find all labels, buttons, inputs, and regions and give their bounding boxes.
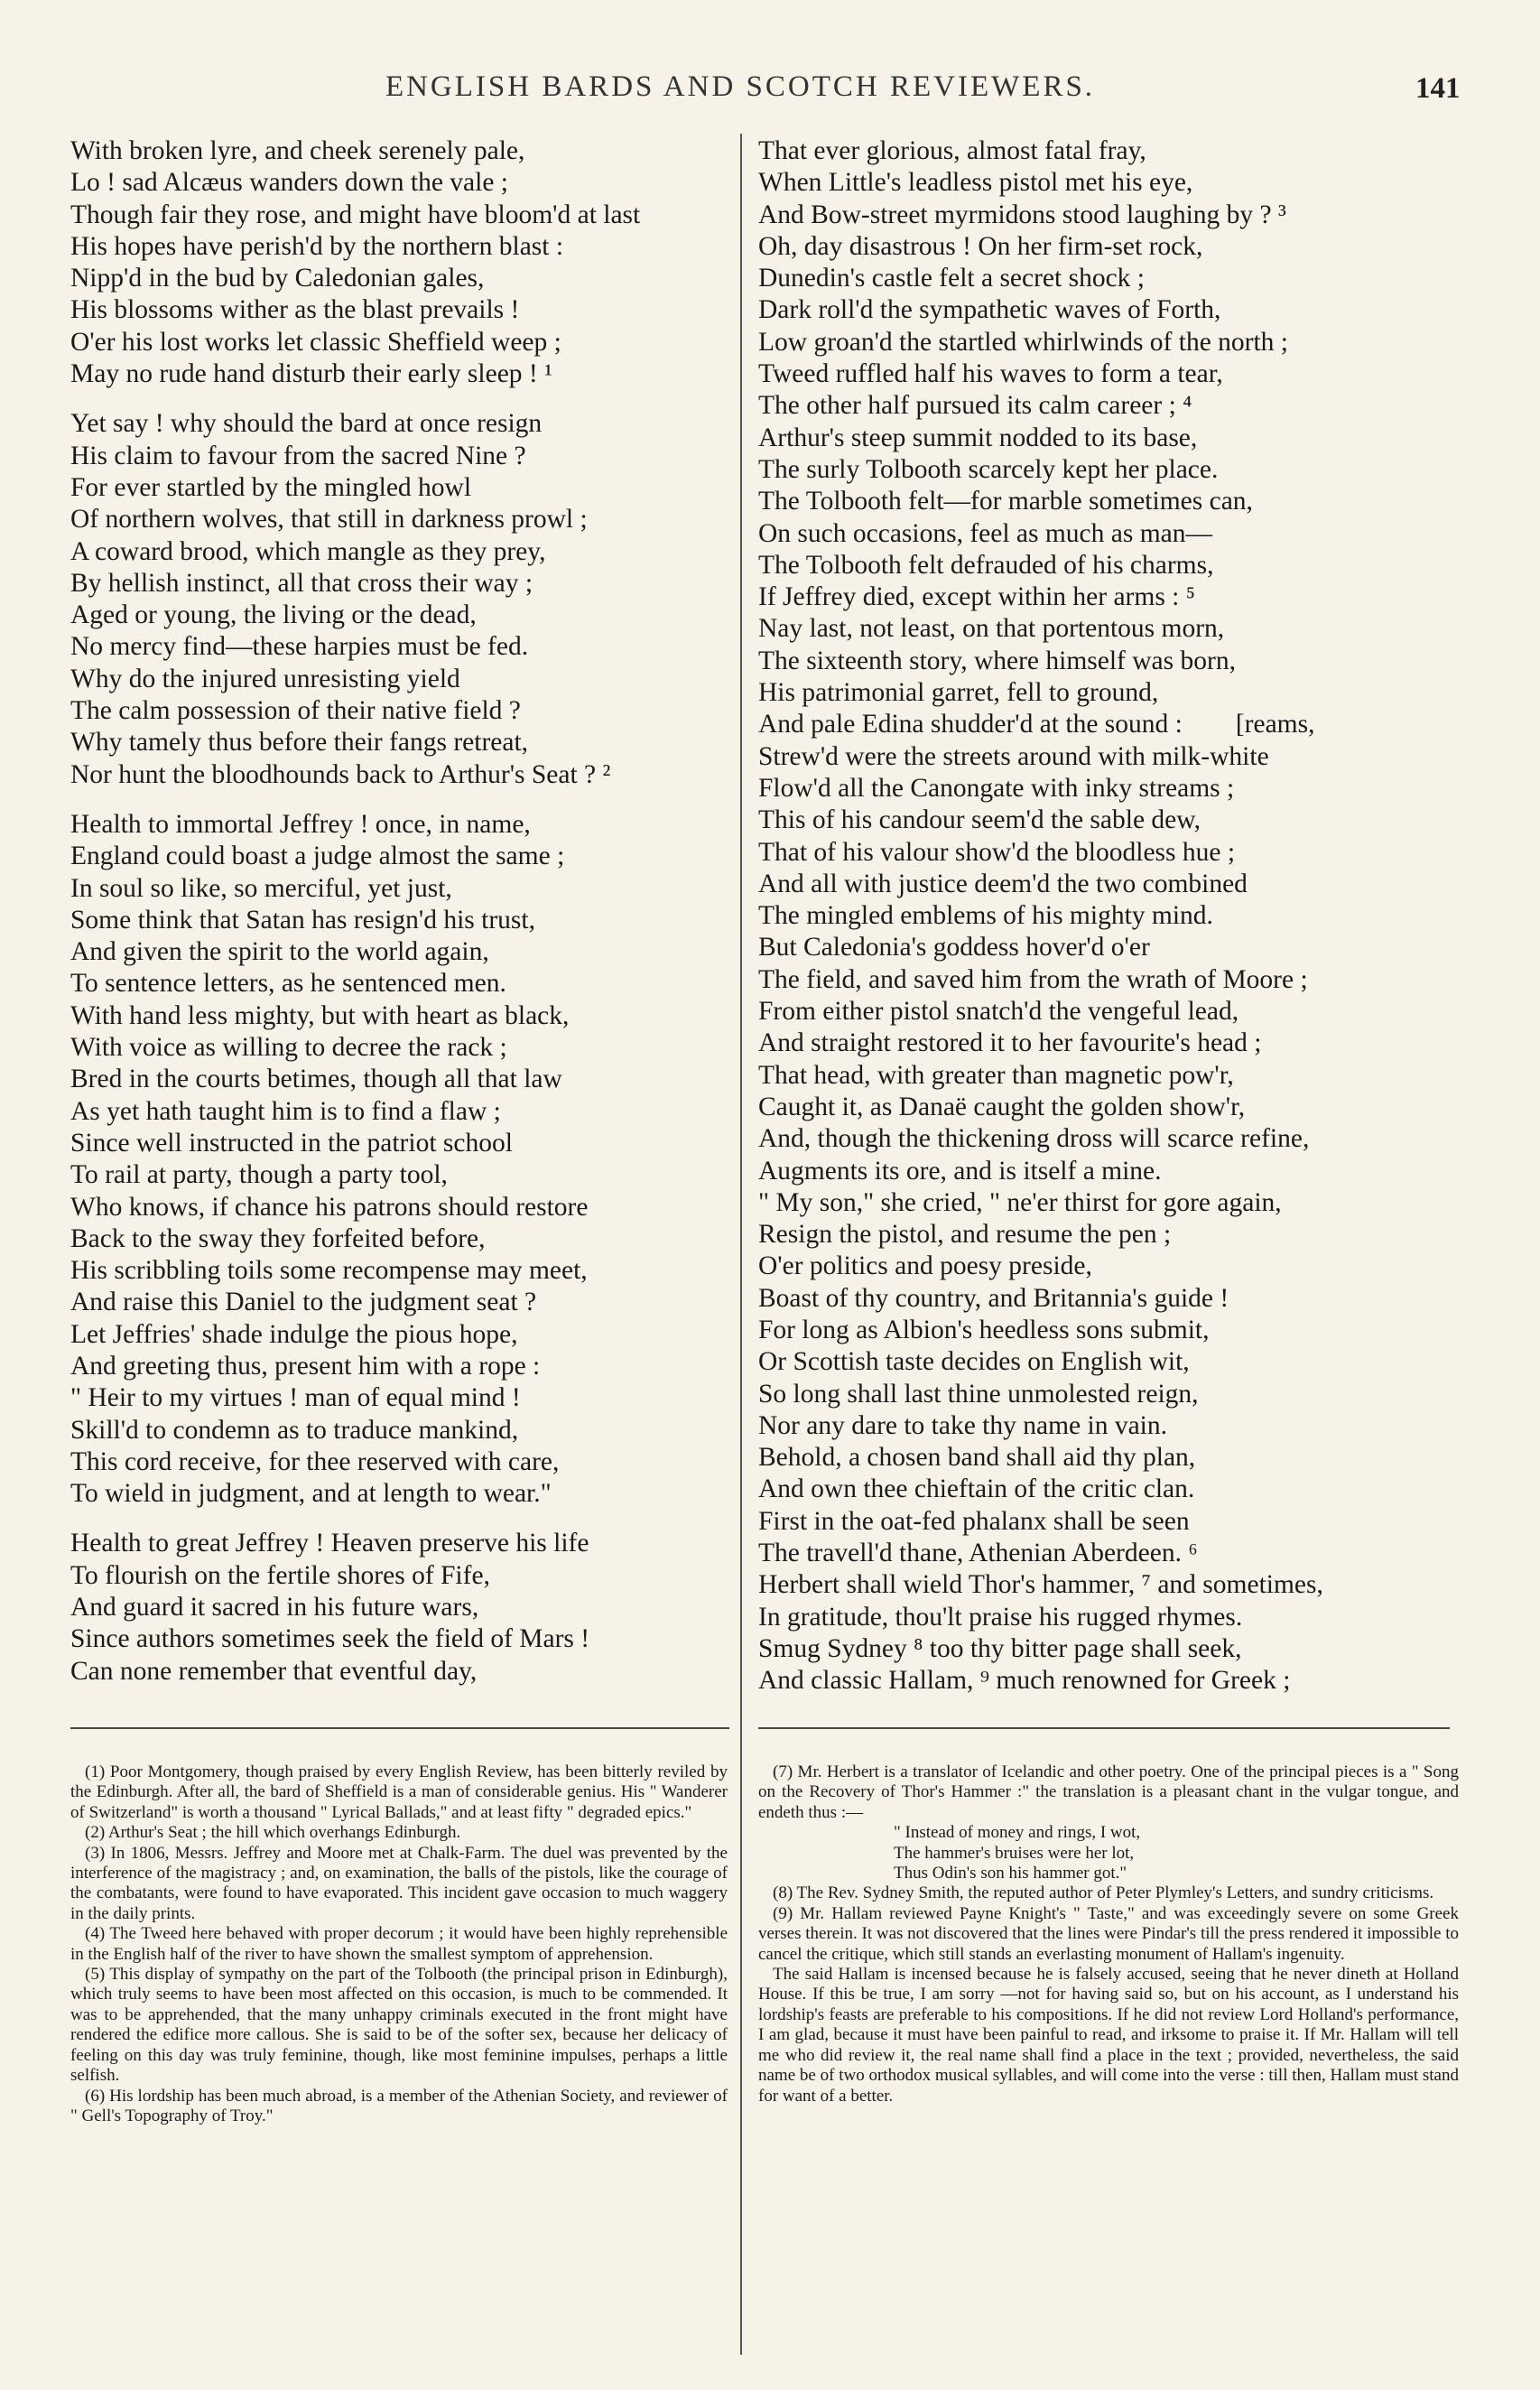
footnotes-right <box>758 1762 1459 2106</box>
verse-line: Smug Sydney ⁸ too thy bitter page shall seek, <box>758 1633 1242 1663</box>
verse-line: To wield in judgment, and at length to wear." <box>70 1479 552 1509</box>
verse-line: The travell'd thane, Athenian Aberdeen. ⁶ <box>758 1539 1198 1568</box>
verse-line: The sixteenth story, where himself was born, <box>758 646 1236 675</box>
verse-line: A coward brood, which mangle as they prey, <box>70 536 546 566</box>
stanza <box>70 1528 729 1687</box>
verse-line: Strew'd were the streets around with milk-white <box>758 741 1269 771</box>
verse-line: Aged or young, the living or the dead, <box>70 600 477 630</box>
verse-line: The mingled emblems of his mighty mind. <box>758 901 1213 931</box>
verse-line: And greeting thus, present him with a rope : <box>70 1351 541 1381</box>
verse-line: But Caledonia's goddess hover'd o'er <box>758 933 1150 963</box>
running-title: ENGLISH BARDS AND SCOTCH REVIEWERS. <box>385 70 1096 103</box>
verse-line: And guard it sacred in his future wars, <box>70 1593 479 1623</box>
verse-line: Can none remember that eventful day, <box>70 1656 478 1686</box>
verse-line: And raise this Daniel to the judgment seat ? <box>70 1288 537 1317</box>
verse-line: And, though the thickening dross will scarce refine, <box>758 1124 1310 1154</box>
verse-line: " Heir to my virtues ! man of equal mind ! <box>70 1383 521 1413</box>
verse-line: That ever glorious, almost fatal fray, <box>758 136 1146 165</box>
verse-line: For ever startled by the mingled howl <box>70 472 472 502</box>
verse-line: Why do the injured unresisting yield <box>70 664 460 693</box>
stanza <box>70 135 729 390</box>
verse-line: On such occasions, feel as much as man— <box>758 518 1212 548</box>
verse-line: No mercy find—these harpies must be fed. <box>70 632 529 662</box>
verse-line: His claim to favour from the sacred Nine ? <box>70 441 526 470</box>
verse-line: To flourish on the fertile shores of Fife, <box>70 1560 490 1590</box>
footnote-rule <box>758 1727 1450 1729</box>
verse-line: Since authors sometimes seek the field of Mars ! <box>70 1624 590 1654</box>
verse-line: And Bow-street myrmidons stood laughing by ? ³ <box>758 200 1286 229</box>
footnote-2: (2) Arthur's Seat ; the hill which overhangs Edinburgh. <box>85 1823 461 1843</box>
verse-line: O'er politics and poesy preside, <box>758 1251 1092 1281</box>
verse-line: Nipp'd in the bud by Caledonian gales, <box>70 264 485 293</box>
verse-line: Resign the pistol, and resume the pen ; <box>758 1220 1172 1250</box>
verse-line: This cord receive, for thee reserved with care, <box>70 1446 560 1476</box>
verse-line: In gratitude, thou'lt praise his rugged rhymes. <box>758 1602 1243 1632</box>
verse-line: First in the oat-fed phalanx shall be seen <box>758 1506 1190 1536</box>
verse-line: Behold, a chosen band shall aid thy plan, <box>758 1443 1196 1473</box>
verse-line: Health to great Jeffrey ! Heaven preserve his life <box>70 1529 589 1558</box>
verse-line: Tweed ruffled half his waves to form a tear, <box>758 359 1223 389</box>
footnote-4: (4) The Tweed here behaved with proper decorum ; it would have been highly reprehensible in the English half of the river to have shown the smallest symptom of apprehension. <box>70 1924 728 1964</box>
poem-right-column <box>758 135 1462 1697</box>
footnote-8: (8) The Rev. Sydney Smith, the reputed author of Peter Plymley's Letters, and sundry criticisms. <box>773 1883 1434 1903</box>
verse-line: Health to immortal Jeffrey ! once, in name, <box>70 809 531 839</box>
poem-left-column <box>70 135 729 1706</box>
verse-line: The field, and saved him from the wrath of Moore ; <box>758 964 1308 994</box>
footnote-9: (9) Mr. Hallam reviewed Payne Knight's " Taste," and was exceedingly severe on some Greek verses therein. It was not discovered that the lines were Pindar's till the press rendered it impossible to cancel the critique, which still stands an everlasting monument of Hallam's ingenuity. <box>758 1903 1459 1964</box>
verse-line: Caught it, as Danaë caught the golden show'r, <box>758 1092 1246 1121</box>
verse-line: That head, with greater than magnetic pow'r, <box>758 1060 1234 1090</box>
verse-line: And all with justice deem'd the two combined <box>758 869 1248 898</box>
verse-line: Flow'd all the Canongate with inky streams ; <box>758 773 1235 803</box>
footnote-7-verse-line: The hammer's bruises were her lot, <box>894 1843 1135 1863</box>
stanza <box>70 809 729 1511</box>
verse-line: If Jeffrey died, except within her arms : ⁵ <box>758 582 1196 612</box>
verse-line: With hand less mighty, but with heart as black, <box>70 1000 570 1030</box>
verse-line: Low groan'd the startled whirlwinds of the north ; <box>758 327 1289 357</box>
verse-line: That of his valour show'd the bloodless hue ; <box>758 837 1236 867</box>
verse-line: O'er his lost works let classic Sheffield weep ; <box>70 327 561 357</box>
verse-line: The calm possession of their native field ? <box>70 696 521 726</box>
verse-line: For long as Albion's heedless sons submit, <box>758 1315 1210 1344</box>
verse-line: This of his candour seem'd the sable dew, <box>758 805 1201 835</box>
verse-line: England could boast a judge almost the same ; <box>70 842 565 871</box>
verse-line: In soul so like, so merciful, yet just, <box>70 873 452 903</box>
verse-line: To sentence letters, as he sentenced men. <box>70 969 506 999</box>
verse-line: When Little's leadless pistol met his eye, <box>758 168 1193 198</box>
verse-line: May no rude hand disturb their early sleep ! ¹ <box>70 359 552 389</box>
verse-line: Nor any dare to take thy name in vain. <box>758 1410 1168 1440</box>
footnote-7-verse-line: " Instead of money and rings, I wot, <box>894 1823 1141 1843</box>
verse-line: The other half pursued its calm career ; ⁴ <box>758 391 1192 421</box>
verse-line: So long shall last thine unmolested reign, <box>758 1379 1199 1409</box>
verse-line: And straight restored it to her favourite's head ; <box>758 1028 1262 1058</box>
verse-line: Augments its ore, and is itself a mine. <box>758 1156 1162 1186</box>
verse-line: His hopes have perish'd by the northern blast : <box>70 231 564 261</box>
verse-line: The Tolbooth felt—for marble sometimes can, <box>758 487 1253 516</box>
verse-line: " My son," she cried, " ne'er thirst for gore again, <box>758 1187 1282 1217</box>
verse-line: Back to the sway they forfeited before, <box>70 1223 486 1253</box>
verse-line: And given the spirit to the world again, <box>70 937 489 967</box>
verse-line: Who knows, if chance his patrons should restore <box>70 1192 589 1222</box>
verse-line: Dunedin's castle felt a secret shock ; <box>758 264 1145 293</box>
verse-line: His scribbling toils some recompense may meet, <box>70 1256 588 1286</box>
verse-line: His patrimonial garret, fell to ground, <box>758 678 1159 708</box>
verse-line: And pale Edina shudder'd at the sound : [reams, <box>758 710 1315 739</box>
footnote-7-verse-line: Thus Odin's son his hammer got." <box>894 1864 1127 1883</box>
verse-line: Arthur's steep summit nodded to its base, <box>758 423 1198 452</box>
verse-line: With voice as willing to decree the rack ; <box>70 1033 507 1063</box>
footnote-9-continued: The said Hallam is incensed because he is falsely accused, seeing that he never dineth at Holland House. If this be true, I am sorry —not for having said so, but on his account, as I understand his lordship's feasts are preferable to his compositions. If he did not review Lord Holland's performance, I am glad, because it must have been painful to read, and irksome to praise it. If Mr. Hallam will tell me who did review it, the real name shall find a place in the text ; provided, nevertheless, the said name be of two orthodox musical syllables, and will come into the verse : till then, Hallam must stand for want of a better. <box>758 1965 1459 2106</box>
verse-line: Of northern wolves, that still in darkness prowl ; <box>70 505 588 535</box>
footnote-5: (5) This display of sympathy on the part of the Tolbooth (the principal prison in Edinburgh), which truly seems to have been most affected on this occasion, is much to be commended. It was to be apprehended, that the many unhappy criminals executed in the front might have rendered the edifice more callous. She is said to be of the softer sex, because her delicacy of feeling on this day was truly feminine, though, like most feminine impulses, perhaps a little selfish. <box>70 1965 728 2086</box>
verse-line: Nor hunt the bloodhounds back to Arthur's Seat ? ² <box>70 759 611 789</box>
verse-line: Herbert shall wield Thor's hammer, ⁷ and sometimes, <box>758 1570 1323 1600</box>
verse-line: Boast of thy country, and Britannia's guide ! <box>758 1283 1229 1313</box>
verse-line: The Tolbooth felt defrauded of his charms, <box>758 550 1214 580</box>
verse-line: The surly Tolbooth scarcely kept her place. <box>758 454 1219 484</box>
verse-line: As yet hath taught him is to find a flaw ; <box>70 1096 501 1126</box>
verse-line: To rail at party, though a party tool, <box>70 1160 448 1190</box>
verse-line: Some think that Satan has resign'd his trust, <box>70 905 535 935</box>
verse-line: Bred in the courts betimes, though all that law <box>70 1065 562 1094</box>
verse-line: Or Scottish taste decides on English wit, <box>758 1347 1190 1377</box>
verse-line: Yet say ! why should the bard at once resign <box>70 409 543 439</box>
verse-line: From either pistol snatch'd the vengeful lead, <box>758 997 1239 1027</box>
footnote-6: (6) His lordship has been much abroad, is a member of the Athenian Society, and reviewer of " Gell's Topography of Troy." <box>70 2086 728 2125</box>
footnote-7: (7) Mr. Herbert is a translator of Icelandic and other poetry. One of the principal pieces is a " Song on the Recovery of Thor's Hammer :" the translation is a pleasant chant in the vulgar tongue, and endeth thus :— <box>758 1762 1459 1822</box>
verse-line: Though fair they rose, and might have bloom'd at last <box>70 200 641 229</box>
verse-line: And classic Hallam, ⁹ much renowned for Greek ; <box>758 1666 1291 1696</box>
verse-line: Since well instructed in the patriot school <box>70 1128 513 1158</box>
stanza <box>70 408 729 791</box>
verse-line: His blossoms wither as the blast prevails ! <box>70 295 520 325</box>
footnotes-left <box>70 1762 728 2126</box>
verse-line: Dark roll'd the sympathetic waves of Forth, <box>758 295 1221 325</box>
verse-line: Lo ! sad Alcæus wanders down the vale ; <box>70 168 509 198</box>
verse-line: By hellish instinct, all that cross their way ; <box>70 568 533 598</box>
footnote-3: (3) In 1806, Messrs. Jeffrey and Moore met at Chalk-Farm. The duel was prevented by the interference of the magistracy ; and, on examination, the balls of the pistols, like the courage of the combatants, were found to have evaporated. This incident gave occasion to much waggery in the daily prints. <box>70 1843 728 1923</box>
footnote-rule <box>70 1727 729 1729</box>
verse-line: Let Jeffries' shade indulge the pious hope, <box>70 1319 518 1349</box>
footnote-1: (1) Poor Montgomery, though praised by every English Review, has been bitterly reviled by the Edinburgh. After all, the bard of Sheffield is a man of considerable genius. His " Wanderer of Switzerland" is worth a thousand " Lyrical Ballads," and at least fifty " degraded epics." <box>70 1762 728 1822</box>
verse-line: Skill'd to condemn as to traduce mankind, <box>70 1415 519 1445</box>
verse-line: With broken lyre, and cheek serenely pale, <box>70 136 525 165</box>
verse-line: Oh, day disastrous ! On her firm-set rock, <box>758 231 1203 261</box>
column-divider <box>740 134 742 2355</box>
verse-line: Why tamely thus before their fangs retreat, <box>70 728 529 758</box>
verse-line: And own thee chieftain of the critic clan. <box>758 1474 1195 1504</box>
page-number: 141 <box>1415 72 1461 105</box>
verse-line: Nay last, not least, on that portentous morn, <box>758 614 1225 644</box>
